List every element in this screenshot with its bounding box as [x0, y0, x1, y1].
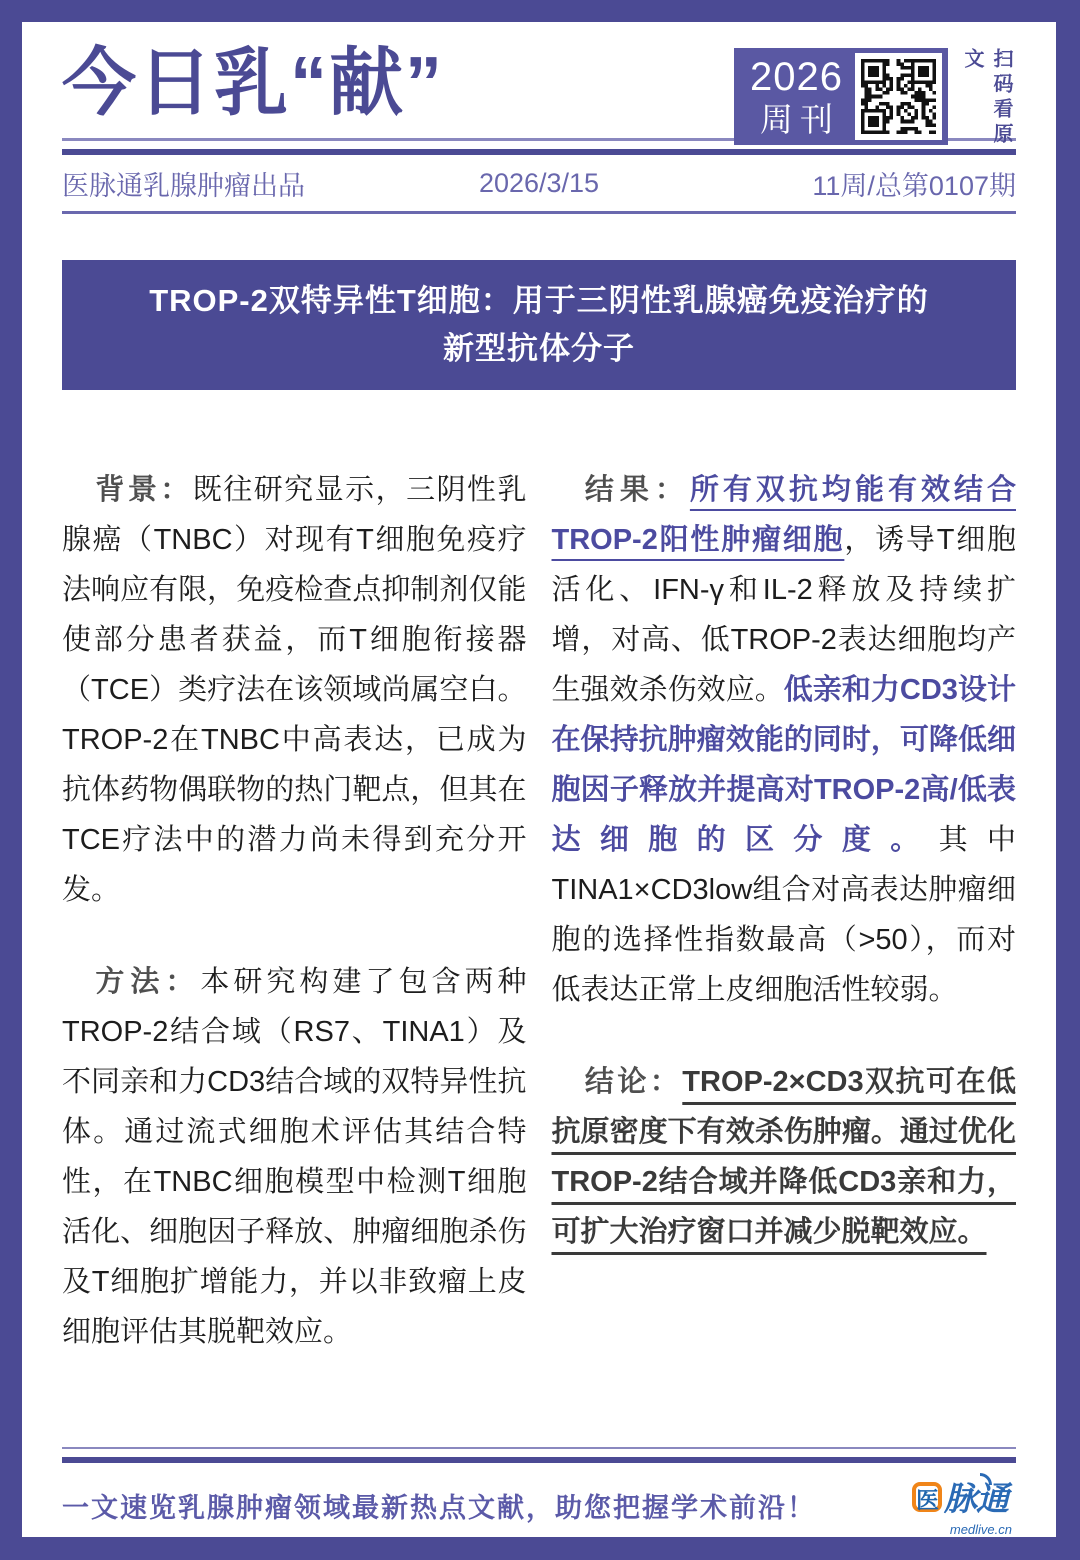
- footer-divider-thin: [62, 1447, 1016, 1449]
- medlive-domain: medlive.cn: [949, 1522, 1012, 1537]
- paragraph: 结果：所有双抗均能有效结合TROP-2阳性肿瘤细胞，诱导T细胞活化、IFN-γ和IL-2释放及持续扩增，对高、低TROP-2表达细胞均产生强效杀伤效应。低亲和力CD3设计在保持抗肿瘤效能的同时，可降低细胞因子释放并提高对TROP-2高/低表达细胞的区分度。其中TINA1×CD3low组合对高表达肿瘤细胞的选择性指数最高（>50），而对低表达正常上皮细胞活性较弱。: [551, 474, 1017, 1006]
- footer: [62, 1447, 1016, 1537]
- issue-box: [734, 48, 948, 145]
- article-title-line2: 新型抗体分子: [443, 331, 635, 366]
- column-left: [62, 465, 527, 1357]
- qr-code-icon[interactable]: [855, 53, 942, 140]
- issue-label: [750, 54, 843, 140]
- article-body: [62, 465, 1016, 1357]
- medlive-logo[interactable]: [912, 1479, 1012, 1537]
- footer-row: [62, 1479, 1016, 1537]
- divider-mid: [62, 211, 1016, 214]
- footer-tagline: 一文速览乳腺肿瘤领域最新热点文献，助您把握学术前沿！: [62, 1492, 816, 1523]
- issue-year: 2026: [750, 54, 843, 99]
- issue-type: 周刊: [760, 100, 840, 138]
- article-title-banner: [62, 260, 1016, 390]
- paragraph: 方法：本研究构建了包含两种TROP-2结合域（RS7、TINA1）及不同亲和力CD3结合域的双特异性抗体。通过流式细胞术评估其结合特性，在TNBC细胞模型中检测T细胞活化、细胞因子释放、肿瘤细胞杀伤及T细胞扩增能力，并以非致瘤上皮细胞评估其脱靶效应。: [62, 966, 527, 1348]
- signal-icon: [980, 1473, 992, 1485]
- paragraph: 背景：既往研究显示，三阴性乳腺癌（TNBC）对现有T细胞免疫疗法响应有限，免疫检查点抑制剂仅能使部分患者获益，而T细胞衔接器（TCE）类疗法在该领域尚属空白。TROP-2在TNBC中高表达，已成为抗体药物偶联物的热门靶点，但其在TCE疗法中的潜力尚未得到充分开发。: [62, 474, 527, 906]
- content-area: [22, 22, 1056, 1537]
- paragraph: 结论：TROP-2×CD3双抗可在低抗原密度下有效杀伤肿瘤。通过优化TROP-2结合域并降低CD3亲和力，可扩大治疗窗口并减少脱靶效应。: [551, 1066, 1016, 1248]
- publication-info-row: [62, 155, 1016, 211]
- publisher: 医脉通乳腺肿瘤出品: [62, 170, 305, 201]
- brand-logo: 今日乳“献”: [62, 41, 444, 124]
- medlive-logo-text: 脉通: [944, 1480, 1008, 1517]
- masthead: [62, 22, 1016, 148]
- footer-divider-thick: [62, 1457, 1016, 1463]
- article-title-line1: TROP-2双特异性T细胞：用于三阴性乳腺癌免疫治疗的: [149, 283, 929, 318]
- column-right: [552, 465, 1017, 1357]
- scan-hint: 扫码看原文: [961, 48, 1012, 148]
- issue-number: 11周/总第0107期: [812, 170, 1016, 201]
- masthead-right: [734, 48, 1016, 168]
- medlive-logo-box: 医: [912, 1482, 942, 1512]
- issue-date: 2026/3/15: [478, 167, 600, 198]
